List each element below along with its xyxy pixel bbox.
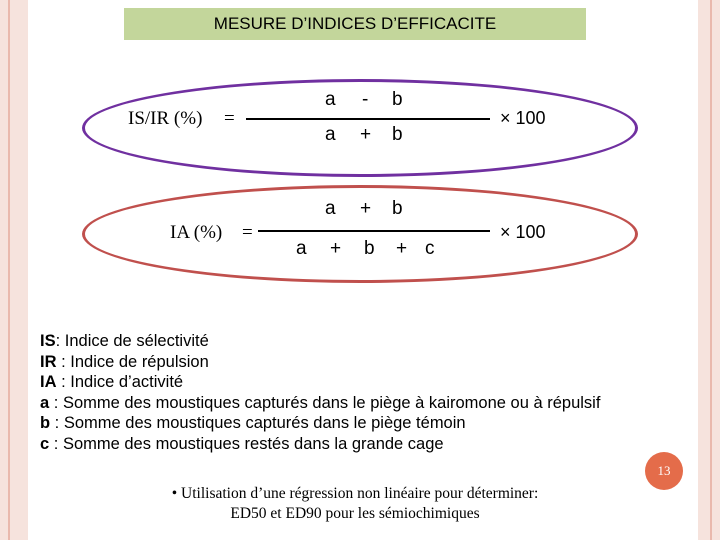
right-frame-line	[710, 0, 712, 540]
formula-2-den-b: b	[364, 238, 375, 259]
right-frame	[698, 0, 720, 540]
formula-2-den-op2: +	[396, 238, 408, 259]
definition-text: Somme des moustiques capturés dans le piège témoin	[63, 414, 466, 432]
slide-title-text: MESURE D’INDICES D’EFFICACITE	[213, 14, 497, 33]
definition-term: IA	[40, 373, 57, 391]
definition-sep: :	[49, 434, 63, 453]
page-number-badge	[645, 452, 683, 490]
bullet-line-1: • Utilisation d’une régression non linéaire pour déterminer:	[171, 485, 539, 502]
definition-item	[40, 331, 600, 352]
formula-2-den-op1: +	[330, 238, 342, 259]
definition-sep: :	[56, 352, 71, 371]
formula-1-label: IS/IR (%)	[128, 108, 203, 129]
formula-2-equals: =	[242, 222, 253, 243]
left-frame	[0, 0, 28, 540]
formula-1-den-op: +	[360, 124, 372, 145]
definition-sep: :	[50, 414, 64, 432]
page-number: 13	[657, 463, 671, 478]
definition-sep: :	[55, 332, 65, 350]
definition-term: IS	[40, 332, 56, 350]
formula-2-label: IA (%)	[170, 222, 223, 243]
formula-1-num-op: -	[362, 89, 369, 110]
formula-1-num-b: b	[392, 89, 403, 110]
slide-title	[124, 8, 586, 40]
definition-text: Indice de répulsion	[70, 352, 209, 371]
definition-item	[40, 372, 600, 393]
definition-text: Indice d’activité	[70, 373, 184, 391]
definition-sep: :	[49, 393, 63, 412]
formula-1-factor: × 100	[500, 108, 546, 128]
formula-1-den-a: a	[325, 124, 336, 145]
definition-text: Indice de sélectivité	[64, 332, 209, 350]
formula-1-den-b: b	[392, 124, 403, 145]
definition-term: a	[40, 393, 50, 412]
formula-2-num-a: a	[325, 198, 336, 219]
definition-item	[40, 393, 600, 414]
formula-2-fraction-bar	[258, 230, 490, 232]
definition-text: Somme des moustiques capturés dans le piège à kairomone ou à répulsif	[62, 393, 601, 412]
definition-item	[40, 413, 600, 434]
formula-2-num-b: b	[392, 198, 403, 219]
bullet-note	[125, 484, 585, 524]
formula-2-num-op: +	[360, 198, 372, 219]
definition-sep: :	[56, 373, 71, 391]
formula-1-equals: =	[224, 108, 235, 129]
formula-1-num-a: a	[325, 89, 336, 110]
definitions-list	[40, 331, 600, 454]
formula-1-fraction-bar	[246, 118, 490, 120]
definition-term: c	[40, 434, 50, 453]
definition-term: b	[40, 414, 51, 432]
formula-2-den-c: c	[425, 238, 435, 259]
left-frame-line	[8, 0, 10, 540]
definition-item	[40, 434, 600, 455]
bullet-line-2: ED50 et ED90 pour les sémiochimiques	[230, 505, 480, 522]
formula-2-factor: × 100	[500, 222, 546, 242]
definition-item	[40, 352, 600, 373]
definition-text: Somme des moustiques restés dans la grande cage	[62, 434, 444, 453]
formula-2-den-a: a	[296, 238, 307, 259]
definition-term: IR	[40, 352, 57, 371]
